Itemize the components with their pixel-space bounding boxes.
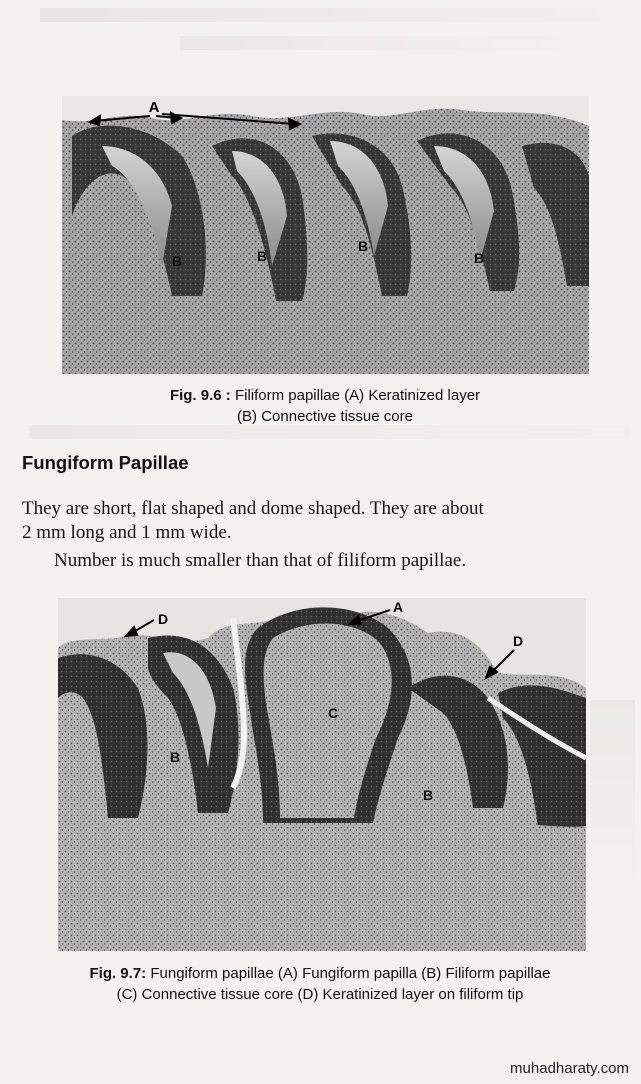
fig2-caption-number: Fig. 9.7: (89, 965, 147, 982)
filiform-papillae-micrograph (62, 96, 589, 374)
paragraph-line-1: They are short, flat shaped and dome shaped. They are about (22, 498, 484, 519)
fig1-caption-line2: (B) Connective tissue core (237, 408, 413, 425)
fungiform-papillae-micrograph (58, 598, 586, 951)
fig1-label-b-4: B (474, 250, 485, 266)
paragraph-line-3: Number is much smaller than that of filiform papillae. (54, 550, 467, 571)
fig2-caption (20, 963, 620, 1005)
fig1-label-b-1: B (172, 253, 183, 269)
paragraph-line-2: 2 mm long and 1 mm wide. (22, 522, 232, 543)
fig1-caption-number: Fig. 9.6 : (169, 387, 231, 404)
fig2-label-c: C (328, 705, 339, 721)
fig1-caption-line1: Filiform papillae (A) Keratinized layer (234, 387, 481, 404)
fig1-caption (100, 385, 550, 427)
fig2-caption-line2: (C) Connective tissue core (D) Keratinized layer on filiform tip (116, 986, 524, 1003)
fig2-label-b-2: B (423, 787, 434, 803)
site-watermark: muhadharaty.com (510, 1060, 629, 1077)
fig2-label-d-right: D (513, 633, 524, 649)
fig2-label-a: A (393, 599, 404, 615)
fig2-label-d-left: D (158, 611, 169, 627)
fig2-caption-line1: Fungiform papillae (A) Fungiform papilla (B) Filiform papillae (150, 965, 551, 982)
fig2-label-b-1: B (170, 749, 181, 765)
fig1-label-a: A (148, 99, 160, 116)
section-heading: Fungiform Papillae (22, 452, 189, 473)
fig1-label-b-2: B (257, 248, 268, 264)
fig1-label-b-3: B (358, 238, 369, 254)
